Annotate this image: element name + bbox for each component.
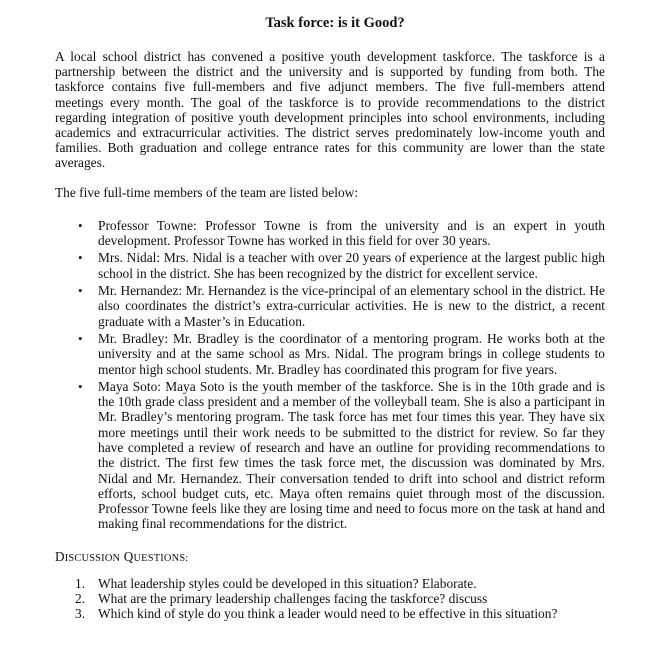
member-text: Mr. Bradley: Mr. Bradley is the coordinator of a mentoring program. He works both at the university and at the same school as Mrs. Nidal. The program brings in college students to mentor high school students. Mr. Bradley has coordinated this program for five years. <box>98 330 605 377</box>
bullet-icon: • <box>78 250 83 266</box>
discussion-heading <box>55 549 605 566</box>
bullet-icon: • <box>78 378 83 394</box>
member-text: Mr. Hernandez: Mr. Hernandez is the vice-principal of an elementary school in the district. He also coordinates the district’s extra-curricular activities. He is new to the district, a recent graduate with a Master’s in Education. <box>98 283 605 329</box>
members-list <box>55 218 605 532</box>
list-item <box>78 378 605 532</box>
list-item <box>78 330 605 377</box>
list-item <box>75 590 605 606</box>
list-item <box>78 283 605 329</box>
bullet-icon: • <box>78 330 83 346</box>
member-text: Maya Soto: Maya Soto is the youth member of the taskforce. She is in the 10th grade and is the 10th grade class president and a member of the volleyball team. She is also a participant in Mr. Bradley’s mentoring program. The task force has met four times this year. They have six more meetings until their work needs to be submitted to the district for review. So far they have completed a review of research and have an outline for providing recommendations to the district. The first few times the task force met, the discussion was dominated by Mrs. Nidal and Mr. Hernandez. Their conversation tended to drift into school and district reform efforts, school budget cuts, etc. Maya often remains quiet through most of the discussion. Professor Towne feels like they are losing time and need to focus more on the task at hand and making final recommendations for the district. <box>98 378 605 532</box>
page-title: Task force: is it Good? <box>265 15 405 31</box>
heading-initial-d: D <box>55 548 65 564</box>
list-item <box>78 217 605 249</box>
question-number: 1. <box>75 575 86 591</box>
list-item <box>75 575 605 591</box>
heading-initial-q: Q <box>123 548 134 564</box>
heading-rest-questions: UESTIONS: <box>133 552 189 564</box>
intro-paragraph: A local school district has convened a positive youth development taskforce. The taskforce is a partnership between the district and the university and is supported by funding from both. The taskforce contains five full-members and five adjunct members. The five full-members attend meetings every month. The goal of the taskforce is to provide recommendations to the district regarding integration of positive youth development principles into school environments, including academics and extracurricular activities. The district serves predominately low-income youth and families. Both graduation and college entrance rates for this community are lower than the state averages. <box>55 49 605 171</box>
question-text: What are the primary leadership challenges facing the taskforce? discuss <box>98 590 488 606</box>
question-text: Which kind of style do you think a leader would need to be effective in this situation? <box>98 606 558 622</box>
bullet-icon: • <box>78 283 83 299</box>
member-text: Mrs. Nidal: Mrs. Nidal is a teacher with over 20 years of experience at the largest public high school in the district. She has been recognized by the district for excellent service. <box>98 250 605 281</box>
question-text: What leadership styles could be developed in this situation? Elaborate. <box>98 575 477 591</box>
list-item <box>75 606 605 622</box>
question-number: 2. <box>75 590 86 606</box>
question-number: 3. <box>75 606 86 622</box>
list-item <box>78 250 605 281</box>
questions-list <box>55 576 605 622</box>
members-intro: The five full-time members of the team are listed below: <box>55 184 359 200</box>
member-text: Professor Towne: Professor Towne is from the university and is an expert in youth development. Professor Towne has worked in this field for over 30 years. <box>98 217 605 249</box>
heading-rest-discussion: ISCUSSION <box>64 552 121 564</box>
bullet-icon: • <box>78 217 83 233</box>
